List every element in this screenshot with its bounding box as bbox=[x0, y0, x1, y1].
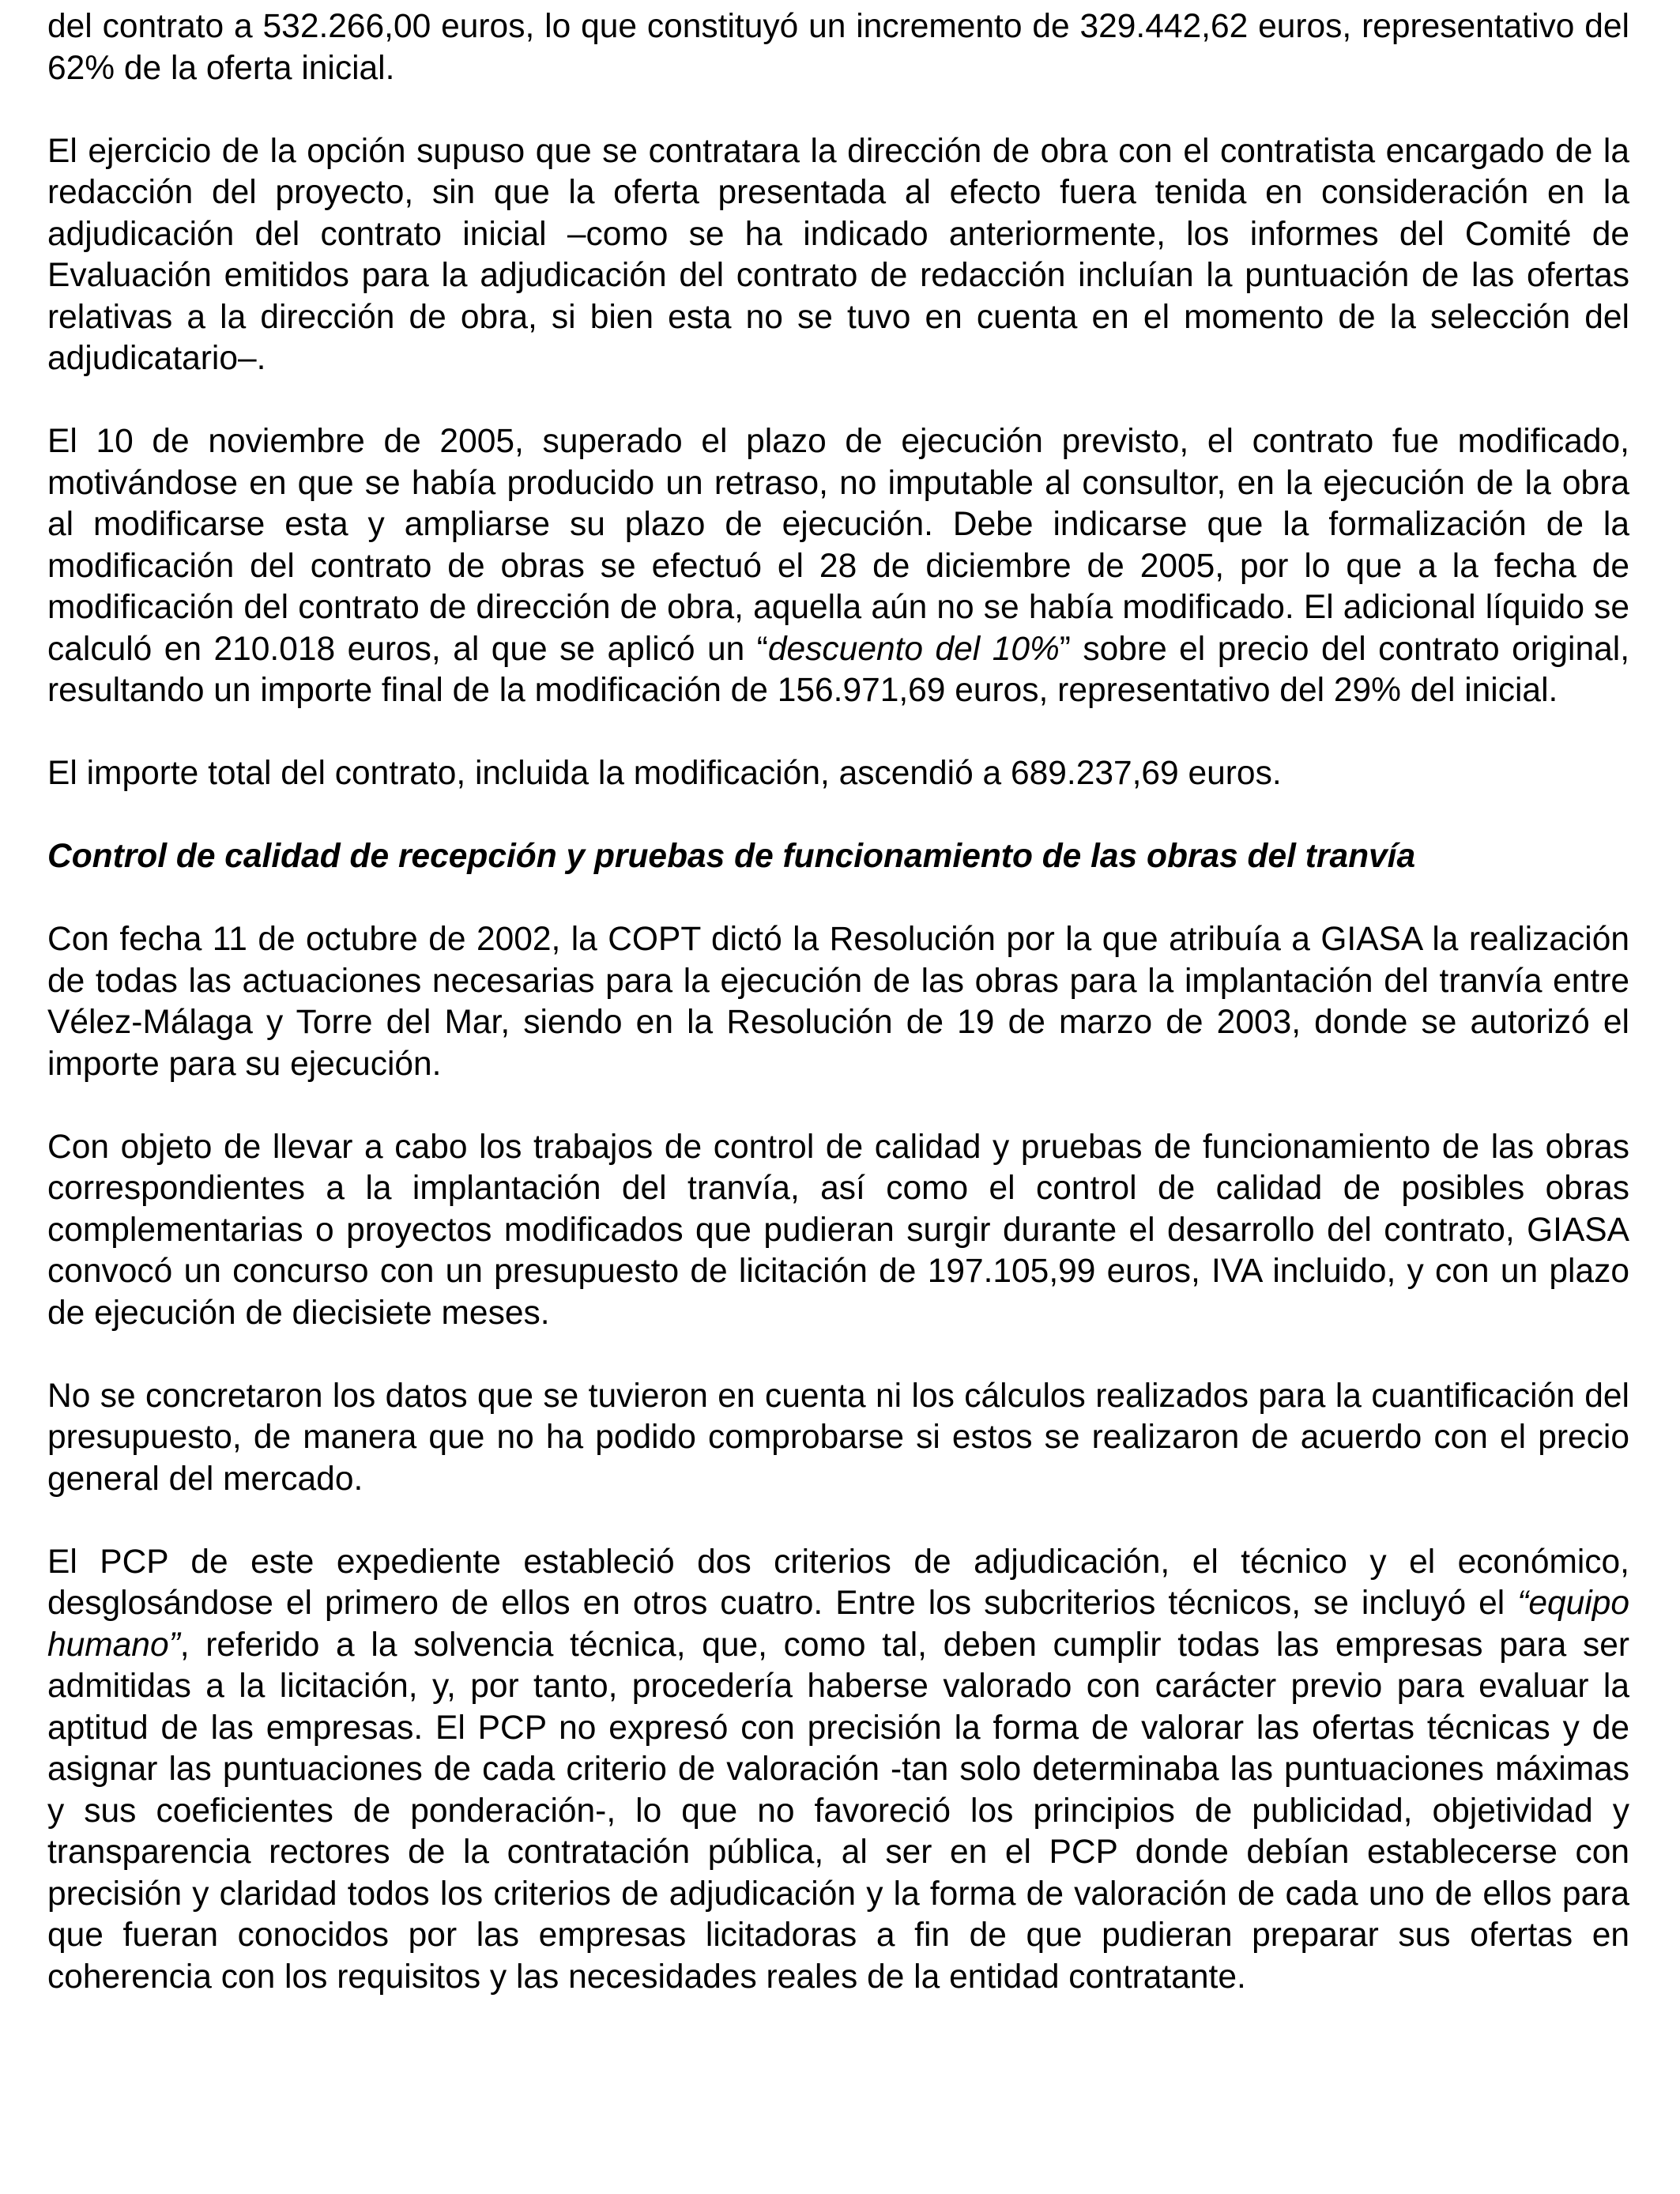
section-heading bbox=[47, 836, 1629, 878]
paragraph-contract-increase bbox=[47, 6, 1629, 89]
paragraph-text: El ejercicio de la opción supuso que se contratara la dirección de obra con el contratista encargado de la redacción del proyecto, sin que la oferta presentada al efecto fuera tenida en consideración en la adjudicación del contrato inicial –como se ha indicado anteriormente, los informes del Comité de Evaluación emitidos para la adjudicación del contrato de redacción incluían la puntuación de las ofertas relativas a la dirección de obra, si bien esta no se tuvo en cuenta en el momento de la selección del adjudicatario–. bbox=[47, 132, 1629, 377]
paragraph-text: El 10 de noviembre de 2005, superado el plazo de ejecución previsto, el contrato fue modificado, motivándose en que se había producido un retraso, no imputable al consultor, en la ejecución de la obra al modificarse esta y ampliarse su plazo de ejecución. Debe indicarse que la formalización de la modificación del contrato de obras se efectuó el 28 de diciembre de 2005, por lo que a la fecha de modificación del contrato de dirección de obra, aquella aún no se había modificado. El adicional líquido se calculó en 210.018 euros, al que se aplicó un “ bbox=[47, 423, 1629, 668]
paragraph-text: Con fecha 11 de octubre de 2002, la COPT dictó la Resolución por la que atribuía a GIASA la realización de todas las actuaciones necesarias para la ejecución de las obras para la implantación del tranvía entre Vélez-Málaga y Torre del Mar, siendo en la Resolución de 19 de marzo de 2003, donde se autorizó el importe para su ejecución. bbox=[47, 921, 1629, 1083]
paragraph-budget-calculation bbox=[47, 1376, 1629, 1501]
paragraph-modification bbox=[47, 421, 1629, 712]
document-page bbox=[47, 6, 1629, 2040]
paragraph-text: ” sobre el precio del contrato original, resultando un importe final de la modificación de 156.971,69 euros, representativo del 29% del inicial. bbox=[47, 630, 1629, 709]
paragraph-award-criteria bbox=[47, 1542, 1629, 1999]
paragraph-total-amount bbox=[47, 753, 1629, 795]
italic-discount-text: descuento del 10% bbox=[767, 630, 1060, 668]
paragraph-text: El PCP de este expediente estableció dos criterios de adjudicación, el técnico y el económico, desglosándose el primero de ellos en otros cuatro. Entre los subcriterios técnicos, se incluyó el bbox=[47, 1543, 1629, 1622]
paragraph-tender bbox=[47, 1127, 1629, 1335]
paragraph-text: , referido a la solvencia técnica, que, como tal, deben cumplir todas las empresas para ser admitidas a la licitación, y, por tanto, procedería haberse valorado con carácter previo para evaluar la aptitud de las empresas. El PCP no expresó con precisión la forma de valorar las ofertas técnicas y de asignar las puntuaciones de cada criterio de valoración -tan solo determinaba las puntuaciones máximas y sus coeficientes de ponderación-, lo que no favoreció los principios de publicidad, objetividad y transparencia rectores de la contratación pública, al ser en el PCP donde debían establecerse con precisión y claridad todos los criterios de adjudicación y la forma de valoración de cada uno de ellos para que fueran conocidos por las empresas licitadoras a fin de que pudieran preparar sus ofertas en coherencia con los requisitos y las necesidades reales de la entidad contratante. bbox=[47, 1626, 1629, 1996]
paragraph-text: del contrato a 532.266,00 euros, lo que constituyó un incremento de 329.442,62 euros, representativo del 62% de la oferta inicial. bbox=[47, 8, 1629, 87]
paragraph-text: El importe total del contrato, incluida la modificación, ascendió a 689.237,69 euros. bbox=[47, 755, 1282, 792]
paragraph-resolution bbox=[47, 919, 1629, 1085]
paragraph-option-exercise bbox=[47, 131, 1629, 380]
paragraph-text: Con objeto de llevar a cabo los trabajos de control de calidad y pruebas de funcionamiento de las obras correspondientes a la implantación del tranvía, así como el control de calidad de posibles obras complementarias o proyectos modificados que pudieran surgir durante el desarrollo del contrato, GIASA convocó un concurso con un presupuesto de licitación de 197.105,99 euros, IVA incluido, y con un plazo de ejecución de diecisiete meses. bbox=[47, 1128, 1629, 1332]
heading-text: Control de calidad de recepción y pruebas de funcionamiento de las obras del tranvía bbox=[47, 838, 1416, 875]
paragraph-text: No se concretaron los datos que se tuvieron en cuenta ni los cálculos realizados para la cuantificación del presupuesto, de manera que no ha podido comprobarse si estos se realizaron de acuerdo con el precio general del mercado. bbox=[47, 1377, 1629, 1498]
italic-team-text: “equipo humano” bbox=[47, 1585, 1629, 1664]
